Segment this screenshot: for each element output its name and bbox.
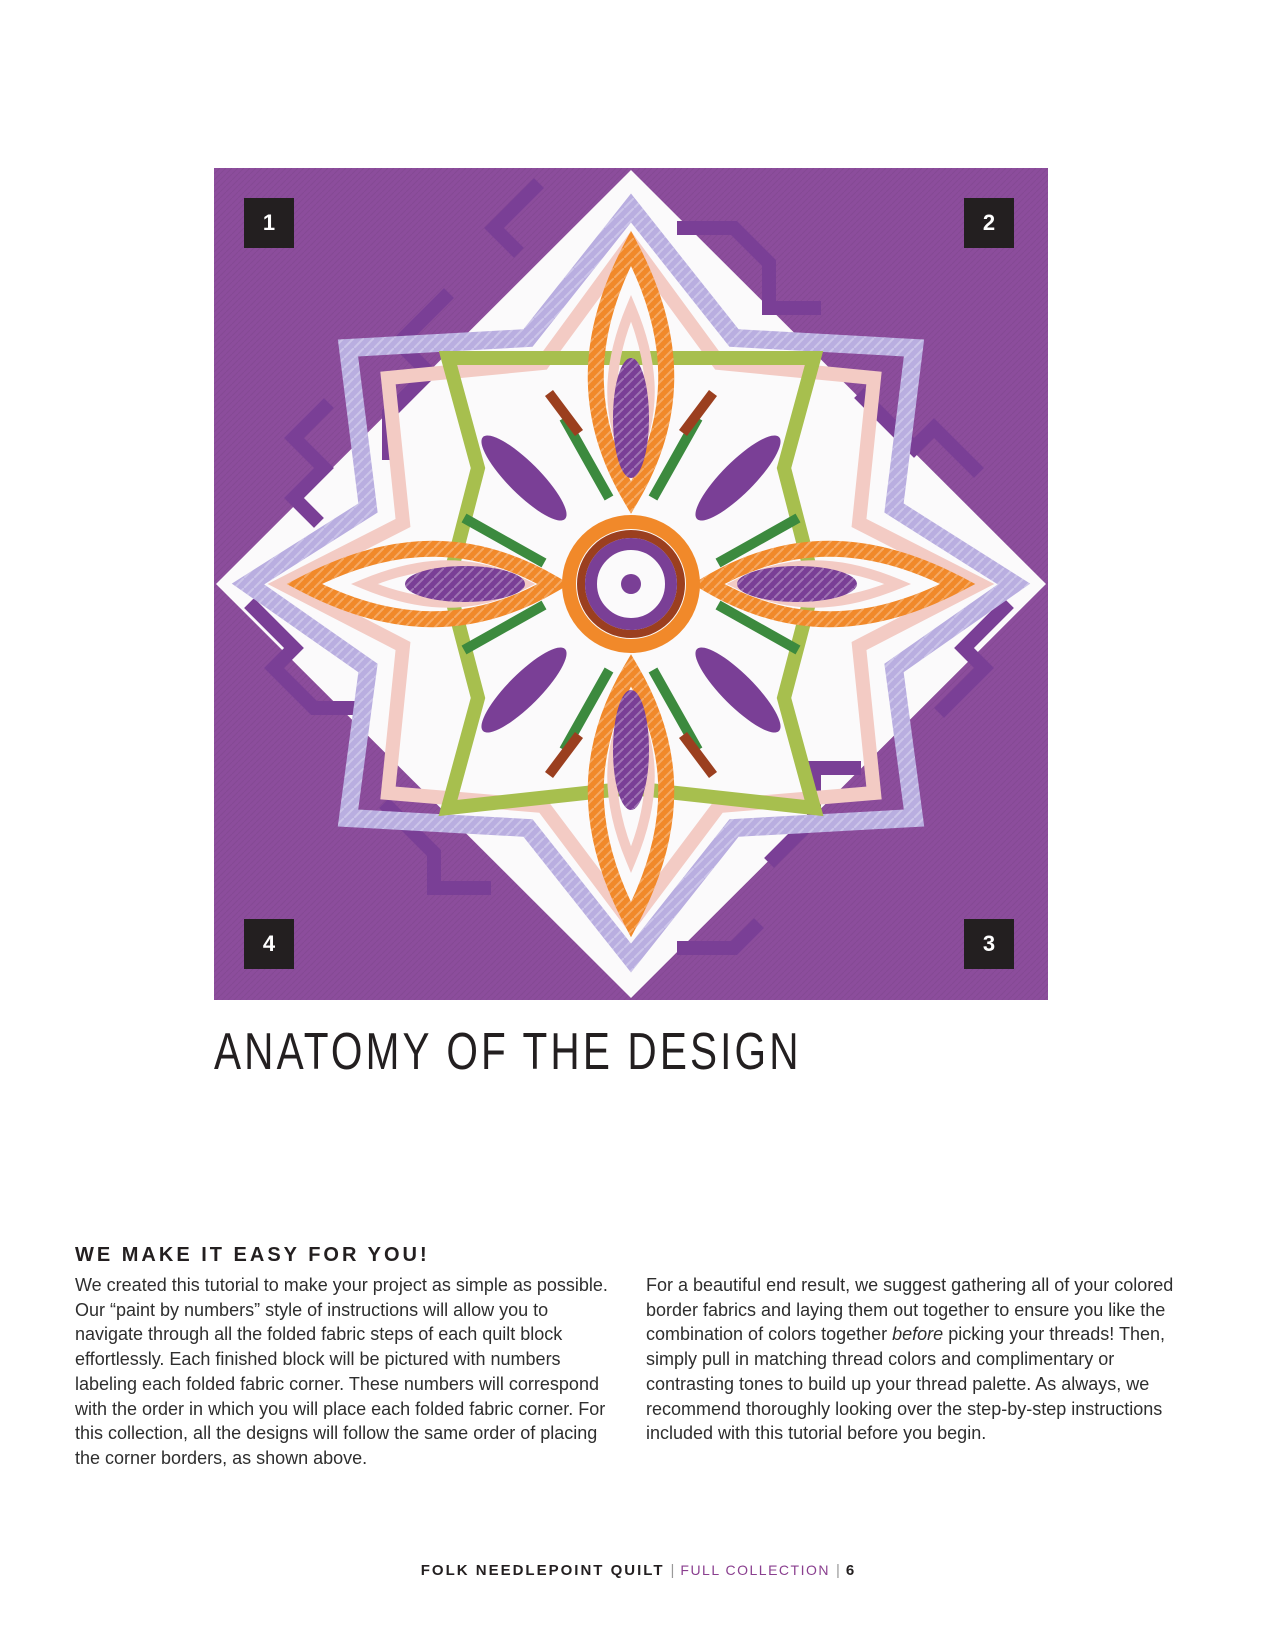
right-paragraph-part-1: For a beautiful end result, we suggest gathering all of your colored border fabrics and laying them out together to ensure you like the combination of colors together (646, 1275, 1174, 1345)
corner-label-1: 1 (244, 198, 294, 248)
page-title: ANATOMY OF THE DESIGN (214, 1023, 802, 1081)
right-paragraph-emphasis: before (892, 1324, 944, 1345)
quilt-block-image (214, 168, 1048, 1000)
corner-label-3: 3 (964, 919, 1014, 969)
footer-collection: FULL COLLECTION (680, 1562, 830, 1578)
corner-label-4: 4 (244, 919, 294, 969)
footer-separator-2: | (835, 1562, 840, 1579)
center-dot (621, 574, 641, 594)
right-paragraph (646, 1273, 1186, 1446)
right-column (646, 1273, 1186, 1446)
page-footer (0, 1562, 1275, 1579)
section-title: WE MAKE IT EASY FOR YOU! (75, 1244, 430, 1266)
footer-title: FOLK NEEDLEPOINT QUILT (420, 1562, 665, 1579)
left-paragraph: We created this tutorial to make your project as simple as possible. Our “paint by numbers” style of instructions will allow you to navigate through all the folded fabric steps of each quilt block effortlessly. Each finished block will be pictured with numbers labeling each folded fabric corner. These numbers will correspond with the order in which you will place each folded fabric corner. For this collection, all the designs will follow the same order of placing the corner borders, as shown above. (75, 1275, 608, 1468)
left-column (75, 1273, 615, 1471)
corner-label-2: 2 (964, 198, 1014, 248)
needlepoint-quilt-illustration (214, 168, 1048, 1000)
right-paragraph-part-2: picking your threads! Then, simply pull in matching thread colors and complimentary or contrasting tones to build up your thread palette. As always, we recommend thoroughly looking over the step-by-step instructions included with this tutorial before you begin. (646, 1324, 1165, 1444)
page-number: 6 (845, 1562, 855, 1579)
footer-separator-1: | (670, 1562, 675, 1579)
